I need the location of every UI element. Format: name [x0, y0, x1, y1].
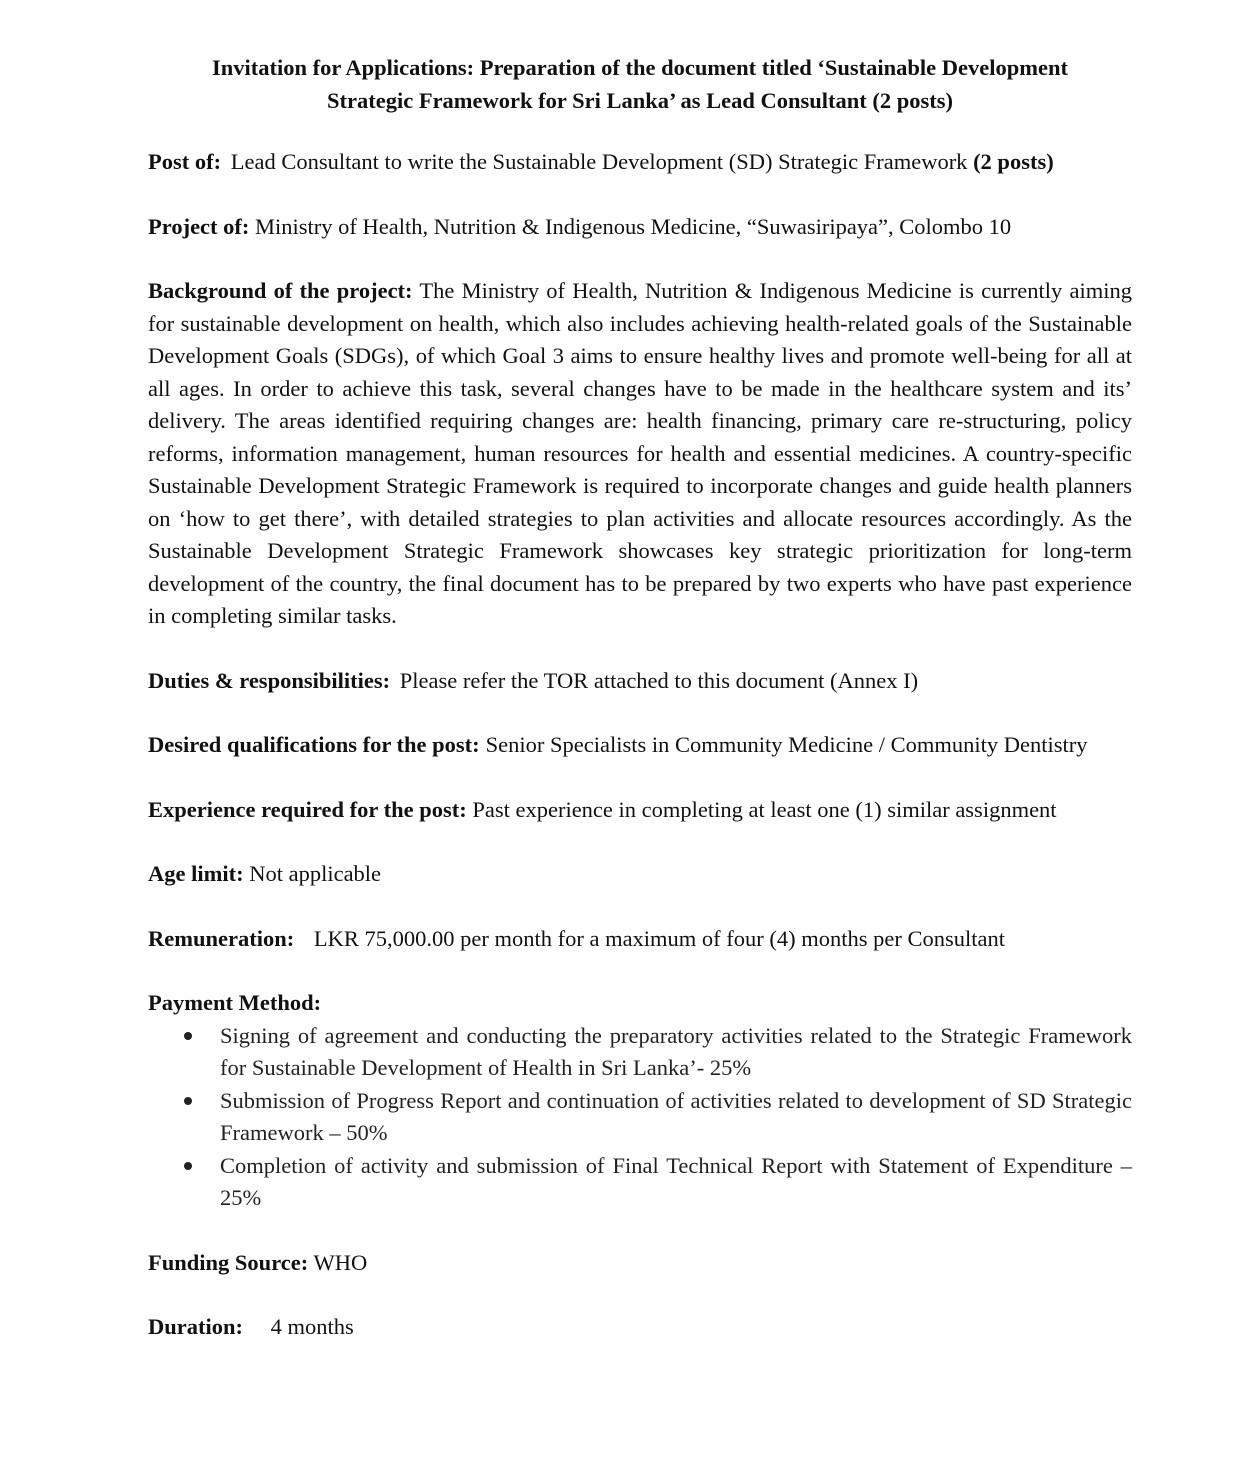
funding-source-value: WHO: [313, 1249, 368, 1275]
age-limit-field: [148, 858, 1132, 891]
list-item: [148, 1150, 1132, 1215]
project-label: Project of:: [148, 213, 250, 239]
background-field: [148, 275, 1132, 633]
bullet-icon: [184, 1032, 192, 1040]
list-item: [148, 1020, 1132, 1085]
project-value: Ministry of Health, Nutrition & Indigenous Medicine, “Suwasiripaya”, Colombo 10: [255, 213, 1012, 239]
duration-field: [148, 1311, 1132, 1344]
experience-label: Experience required for the post:: [148, 796, 467, 822]
funding-source-label: Funding Source:: [148, 1249, 309, 1275]
payment-method-list: [148, 1020, 1132, 1215]
qualifications-value: Senior Specialists in Community Medicine / Community Dentistry: [485, 732, 1088, 757]
duties-label: Duties & responsibilities:: [148, 667, 391, 693]
duties-field: [148, 665, 1132, 698]
funding-source-field: [148, 1247, 1132, 1280]
remuneration-field: [148, 923, 1132, 956]
payment-item-text: Submission of Progress Report and continuation of activities related to development of SD Strategic Framework – 50%: [220, 1087, 1132, 1145]
experience-field: [148, 794, 1132, 827]
background-label: Background of the project:: [148, 278, 413, 303]
bullet-icon: [184, 1162, 192, 1170]
duties-value: Please refer the TOR attached to this document (Annex I): [399, 667, 919, 693]
post-label: Post of:: [148, 149, 222, 174]
payment-item-text: Completion of activity and submission of Final Technical Report with Statement of Expenditure – 25%: [220, 1152, 1132, 1210]
duration-value: 4 months: [270, 1314, 354, 1339]
background-text: The Ministry of Health, Nutrition & Indigenous Medicine is currently aiming for sustainable development on health, which also includes achieving health-related goals of the Sustainable Development Goals (SDGs), of which Goal 3 aims to ensure healthy lives and promote well-being for all at all ages. In order to achieve this task, several changes have to be made in the healthcare system and its’ delivery. The areas identified requiring changes are: health financing, primary care re-structuring, policy reforms, information management, human resources for health and essential medicines. A country-specific Sustainable Development Strategic Framework is required to incorporate changes and guide health planners on ‘how to get there’, with detailed strategies to plan activities and allocate resources accordingly. As the Sustainable Development Strategic Framework showcases key strategic prioritization for long-term development of the country, the final document has to be prepared by two experts who have past experience in completing similar tasks.: [148, 278, 1132, 628]
remuneration-label: Remuneration:: [148, 925, 295, 951]
qualifications-label: Desired qualifications for the post:: [148, 732, 480, 757]
payment-method-section: [148, 987, 1132, 1215]
age-limit-label: Age limit:: [148, 861, 244, 886]
payment-method-label: Payment Method:: [148, 990, 322, 1015]
experience-value: Past experience in completing at least one (1) similar assignment: [472, 796, 1057, 822]
post-field: [148, 146, 1132, 179]
qualifications-field: [148, 729, 1132, 762]
title-line-2: Strategic Framework for Sri Lanka’ as Lead Consultant (2 posts): [326, 87, 954, 113]
remuneration-value: LKR 75,000.00 per month for a maximum of four (4) months per Consultant: [313, 925, 1006, 951]
age-limit-value: Not applicable: [249, 861, 382, 886]
title-line-1: Invitation for Applications: Preparation of the document titled ‘Sustainable Development: [211, 55, 1069, 80]
list-item: [148, 1085, 1132, 1150]
post-value: Lead Consultant to write the Sustainable Development (SD) Strategic Framework: [230, 149, 968, 174]
project-field: [148, 211, 1132, 244]
duration-label: Duration:: [148, 1314, 243, 1339]
payment-item-text: Signing of agreement and conducting the preparatory activities related to the Strategic Framework for Sustainable Development of Health in Sri Lanka’- 25%: [220, 1022, 1132, 1080]
post-suffix: (2 posts): [973, 149, 1054, 174]
document-page: [148, 52, 1132, 1376]
document-title: [148, 52, 1132, 117]
bullet-icon: [184, 1097, 192, 1105]
